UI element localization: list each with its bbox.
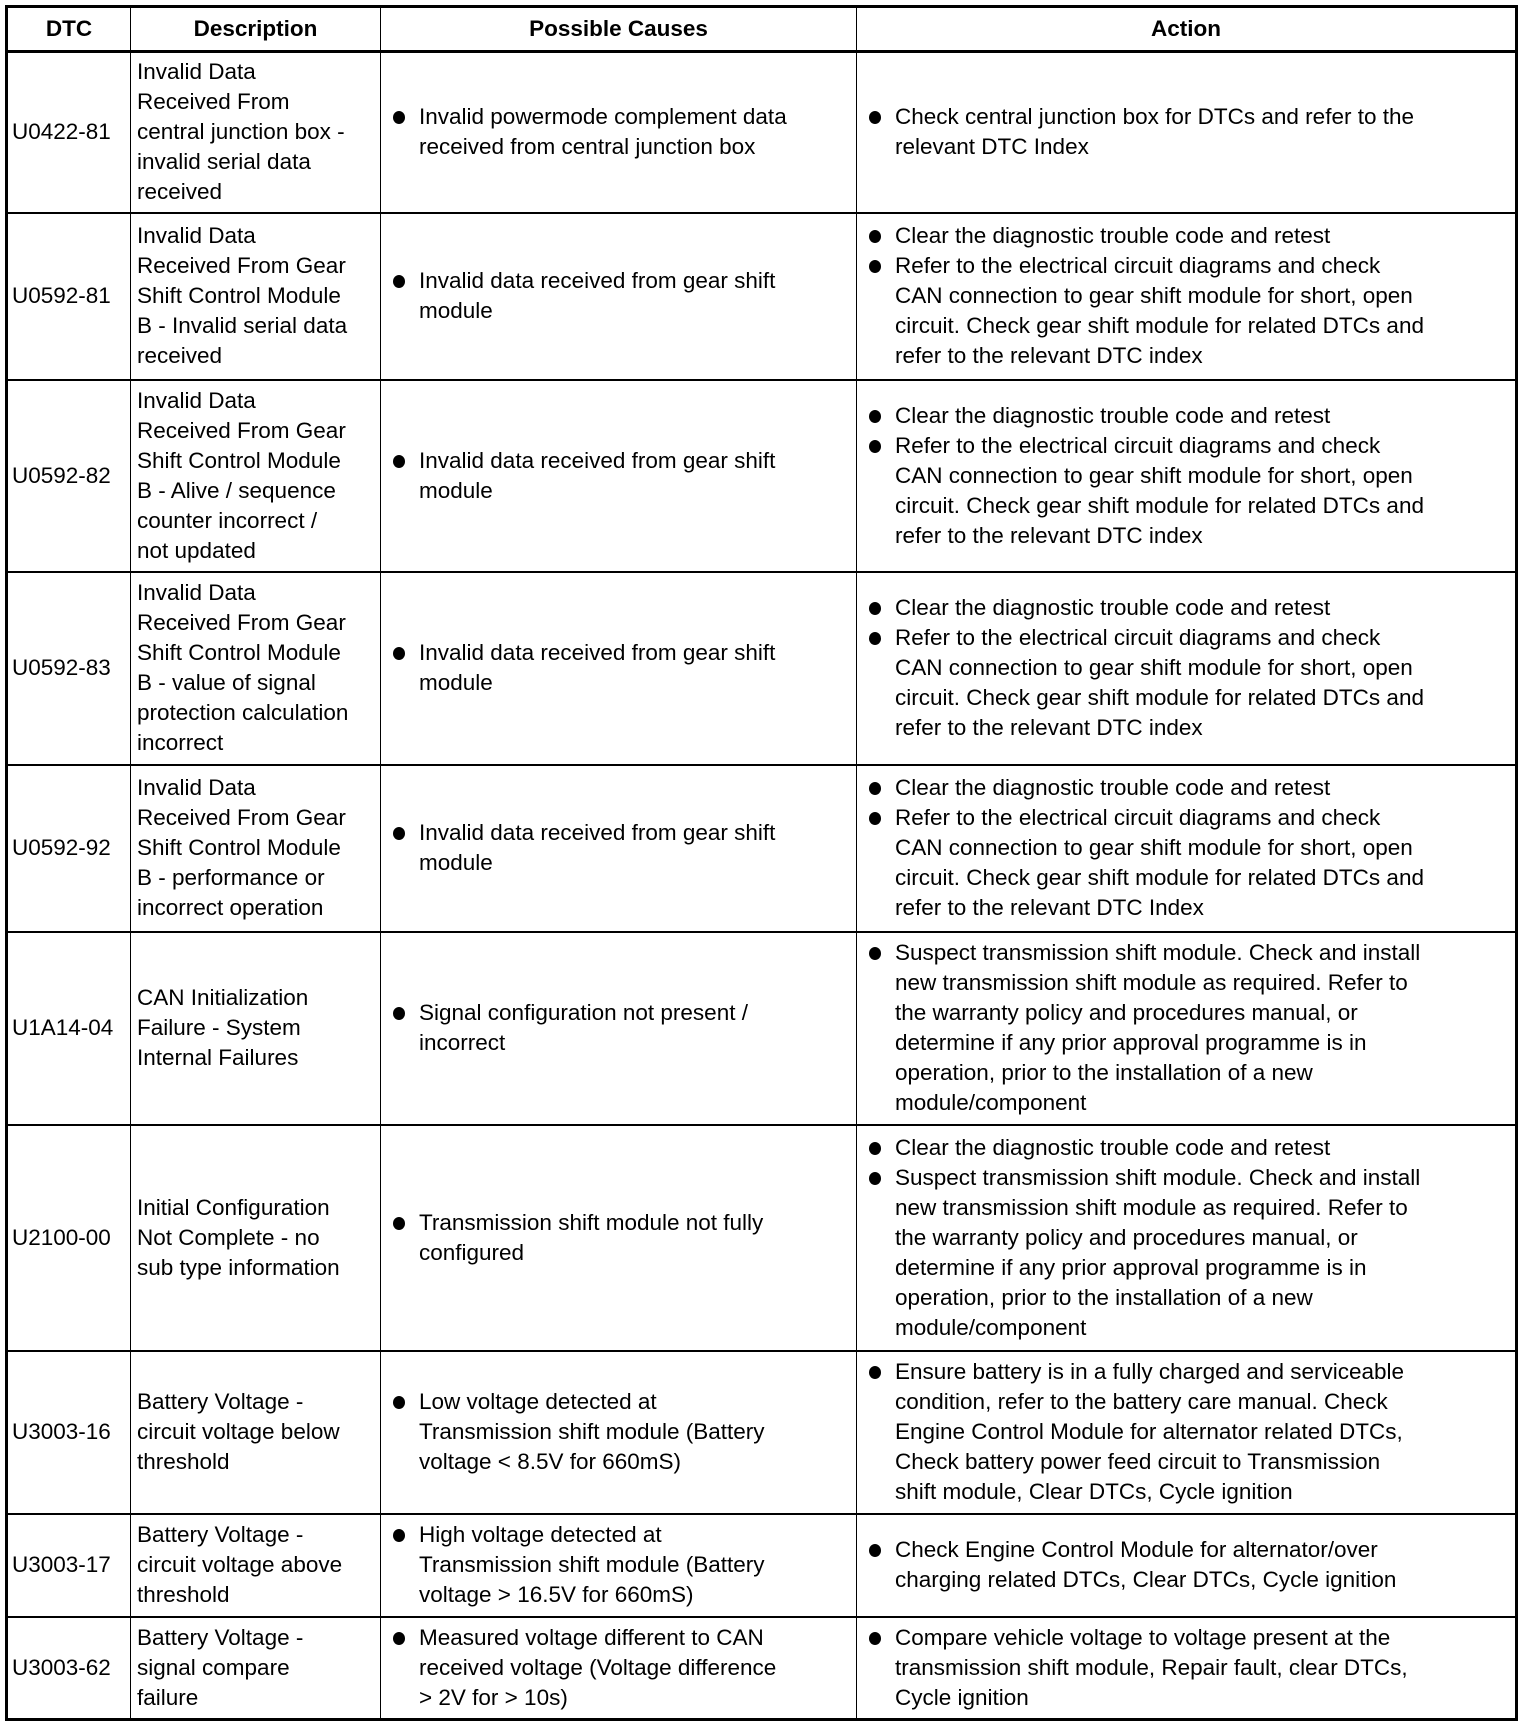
- action-list: [863, 1623, 1509, 1713]
- bullet-icon: [869, 410, 881, 423]
- bullet-icon: [393, 1529, 405, 1542]
- cause-text: Measured voltage different to CAN received voltage (Voltage difference > 2V for > 10s): [419, 1624, 777, 1710]
- dtc-description: Battery Voltage - signal compare failure: [131, 1617, 381, 1720]
- header-description: Description: [131, 7, 381, 52]
- action-text: Refer to the electrical circuit diagrams and check CAN connection to gear shift module for short, open circuit. Check gear shift module for related DTCs and refer to the relevant DTC index: [895, 432, 1424, 548]
- cause-item: [387, 1623, 850, 1713]
- dtc-description: Invalid Data Received From Gear Shift Control Module B - Alive / sequence counter incorrect / not updated: [131, 380, 381, 572]
- action-text: Clear the diagnostic trouble code and retest: [895, 223, 1331, 248]
- action-item: [863, 1163, 1509, 1343]
- cause-item: [387, 446, 850, 506]
- cause-item: [387, 998, 850, 1058]
- cause-list: [387, 638, 850, 698]
- bullet-icon: [869, 1366, 881, 1379]
- dtc-code: U3003-16: [7, 1351, 131, 1514]
- action-list: [863, 773, 1509, 923]
- bullet-icon: [869, 1142, 881, 1155]
- dtc-code: U0592-82: [7, 380, 131, 572]
- header-row: [7, 7, 1517, 52]
- dtc-description: Invalid Data Received From central junction box - invalid serial data received: [131, 52, 381, 213]
- cause-text: Transmission shift module not fully configured: [419, 1209, 764, 1265]
- action-text: Compare vehicle voltage to voltage present at the transmission shift module, Repair fault, clear DTCs, Cycle ignition: [895, 1624, 1408, 1710]
- dtc-code: U1A14-04: [7, 932, 131, 1125]
- dtc-code: U3003-62: [7, 1617, 131, 1720]
- possible-causes: [381, 1351, 857, 1514]
- dtc-code: U3003-17: [7, 1514, 131, 1617]
- action-list: [863, 593, 1509, 743]
- action-text: Check central junction box for DTCs and refer to the relevant DTC Index: [895, 104, 1414, 160]
- action-list: [863, 1357, 1509, 1507]
- bullet-icon: [393, 111, 405, 124]
- dtc-description: Invalid Data Received From Gear Shift Control Module B - Invalid serial data received: [131, 213, 381, 380]
- bullet-icon: [393, 1007, 405, 1020]
- dtc-code: U0592-92: [7, 765, 131, 932]
- action-list: [863, 1535, 1509, 1595]
- action-item: [863, 1133, 1509, 1163]
- cause-list: [387, 1387, 850, 1477]
- cause-text: Low voltage detected at Transmission shift module (Battery voltage < 8.5V for 660mS): [419, 1389, 765, 1474]
- action-text: Check Engine Control Module for alternator/over charging related DTCs, Clear DTCs, Cycle ignition: [895, 1537, 1397, 1592]
- action-text: Clear the diagnostic trouble code and retest: [895, 595, 1331, 620]
- action-text: Refer to the electrical circuit diagrams and check CAN connection to gear shift module for short, open circuit. Check gear shift module for related DTCs and refer to the relevant DTC index: [895, 625, 1424, 740]
- cause-list: [387, 1520, 850, 1610]
- dtc-table: [5, 5, 1518, 1721]
- bullet-icon: [393, 275, 405, 288]
- cause-list: [387, 1208, 850, 1268]
- table-row: [7, 932, 1517, 1125]
- action-item: [863, 623, 1509, 743]
- action-item: [863, 1357, 1509, 1507]
- cause-text: Invalid data received from gear shift module: [419, 820, 776, 875]
- bullet-icon: [869, 440, 881, 453]
- cause-list: [387, 446, 850, 506]
- possible-causes: [381, 572, 857, 765]
- action: [857, 1514, 1517, 1617]
- dtc-description: Battery Voltage - circuit voltage above threshold: [131, 1514, 381, 1617]
- bullet-icon: [869, 602, 881, 615]
- dtc-description: Initial Configuration Not Complete - no sub type information: [131, 1125, 381, 1351]
- action-text: Ensure battery is in a fully charged and serviceable condition, refer to the battery care manual. Check Engine Control Module for alternator related DTCs, Check battery power feed circuit to Transmission shift module, Clear DTCs, Cycle ignition: [895, 1359, 1405, 1504]
- action-text: Clear the diagnostic trouble code and retest: [895, 1134, 1331, 1160]
- dtc-code: U0592-81: [7, 213, 131, 380]
- header-action: Action: [857, 7, 1517, 52]
- cause-list: [387, 102, 850, 162]
- table-row: [7, 1617, 1517, 1720]
- cause-text: Invalid data received from gear shift module: [419, 640, 776, 695]
- action-item: [863, 1623, 1509, 1713]
- action-item: [863, 401, 1509, 431]
- bullet-icon: [869, 947, 881, 960]
- table-row: [7, 52, 1517, 213]
- dtc-code: U0592-83: [7, 572, 131, 765]
- table-row: [7, 765, 1517, 932]
- cause-text: Invalid data received from gear shift module: [419, 447, 776, 503]
- action-list: [863, 1133, 1509, 1343]
- cause-text: Invalid data received from gear shift module: [419, 268, 776, 323]
- possible-causes: [381, 765, 857, 932]
- cause-list: [387, 998, 850, 1058]
- action-item: [863, 221, 1509, 251]
- action: [857, 1617, 1517, 1720]
- possible-causes: [381, 932, 857, 1125]
- possible-causes: [381, 380, 857, 572]
- possible-causes: [381, 1514, 857, 1617]
- action-list: [863, 938, 1509, 1118]
- possible-causes: [381, 1125, 857, 1351]
- dtc-code: U0422-81: [7, 52, 131, 213]
- bullet-icon: [393, 455, 405, 468]
- action-text: Clear the diagnostic trouble code and retest: [895, 775, 1331, 800]
- action-item: [863, 1535, 1509, 1595]
- bullet-icon: [393, 1632, 405, 1645]
- table-row: [7, 1351, 1517, 1514]
- bullet-icon: [393, 647, 405, 660]
- bullet-icon: [393, 1217, 405, 1230]
- header-dtc: DTC: [7, 7, 131, 52]
- cause-item: [387, 818, 850, 878]
- action: [857, 213, 1517, 380]
- bullet-icon: [869, 111, 881, 124]
- action-text: Suspect transmission shift module. Check and install new transmission shift module as required. Refer to the warranty policy and procedures manual, or determine if any prior approval programme is in operation, prior to the installation of a new module/component: [895, 940, 1421, 1115]
- action-text: Clear the diagnostic trouble code and retest: [895, 402, 1331, 428]
- cause-item: [387, 266, 850, 326]
- action: [857, 1125, 1517, 1351]
- bullet-icon: [393, 827, 405, 840]
- action-list: [863, 102, 1509, 162]
- cause-text: Signal configuration not present / incorrect: [419, 1000, 748, 1055]
- cause-list: [387, 818, 850, 878]
- bullet-icon: [869, 1632, 881, 1645]
- bullet-icon: [869, 230, 881, 243]
- action-item: [863, 803, 1509, 923]
- action-list: [863, 221, 1509, 371]
- action-item: [863, 102, 1509, 162]
- dtc-description: Invalid Data Received From Gear Shift Control Module B - performance or incorrect operation: [131, 765, 381, 932]
- action-text: Refer to the electrical circuit diagrams and check CAN connection to gear shift module for short, open circuit. Check gear shift module for related DTCs and refer to the relevant DTC Index: [895, 805, 1424, 920]
- bullet-icon: [869, 782, 881, 795]
- cause-item: [387, 1387, 850, 1477]
- action: [857, 572, 1517, 765]
- action-text: Refer to the electrical circuit diagrams and check CAN connection to gear shift module for short, open circuit. Check gear shift module for related DTCs and refer to the relevant DTC index: [895, 253, 1424, 368]
- cause-text: Invalid powermode complement data received from central junction box: [419, 104, 787, 160]
- table-row: [7, 213, 1517, 380]
- bullet-icon: [869, 812, 881, 825]
- action-item: [863, 773, 1509, 803]
- bullet-icon: [869, 1172, 881, 1185]
- possible-causes: [381, 1617, 857, 1720]
- possible-causes: [381, 52, 857, 213]
- cause-text: High voltage detected at Transmission shift module (Battery voltage > 16.5V for 660mS): [419, 1522, 765, 1607]
- action-text: Suspect transmission shift module. Check and install new transmission shift module as required. Refer to the warranty policy and procedures manual, or determine if any prior approval programme is in operation, prior to the installation of a new module/component: [895, 1164, 1421, 1340]
- action-list: [863, 401, 1509, 551]
- action: [857, 1351, 1517, 1514]
- possible-causes: [381, 213, 857, 380]
- cause-item: [387, 1520, 850, 1610]
- dtc-code: U2100-00: [7, 1125, 131, 1351]
- dtc-description: Invalid Data Received From Gear Shift Control Module B - value of signal protection calculation incorrect: [131, 572, 381, 765]
- cause-item: [387, 1208, 850, 1268]
- action-item: [863, 251, 1509, 371]
- table-row: [7, 1514, 1517, 1617]
- bullet-icon: [869, 260, 881, 273]
- bullet-icon: [393, 1396, 405, 1409]
- action-item: [863, 938, 1509, 1118]
- action: [857, 380, 1517, 572]
- action-item: [863, 593, 1509, 623]
- cause-list: [387, 266, 850, 326]
- cause-list: [387, 1623, 850, 1713]
- dtc-description: CAN Initialization Failure - System Internal Failures: [131, 932, 381, 1125]
- action-item: [863, 431, 1509, 551]
- dtc-description: Battery Voltage - circuit voltage below threshold: [131, 1351, 381, 1514]
- action: [857, 932, 1517, 1125]
- action: [857, 52, 1517, 213]
- bullet-icon: [869, 632, 881, 645]
- cause-item: [387, 102, 850, 162]
- action: [857, 765, 1517, 932]
- cause-item: [387, 638, 850, 698]
- table-row: [7, 1125, 1517, 1351]
- header-possible-causes: Possible Causes: [381, 7, 857, 52]
- table-row: [7, 572, 1517, 765]
- table-row: [7, 380, 1517, 572]
- bullet-icon: [869, 1544, 881, 1557]
